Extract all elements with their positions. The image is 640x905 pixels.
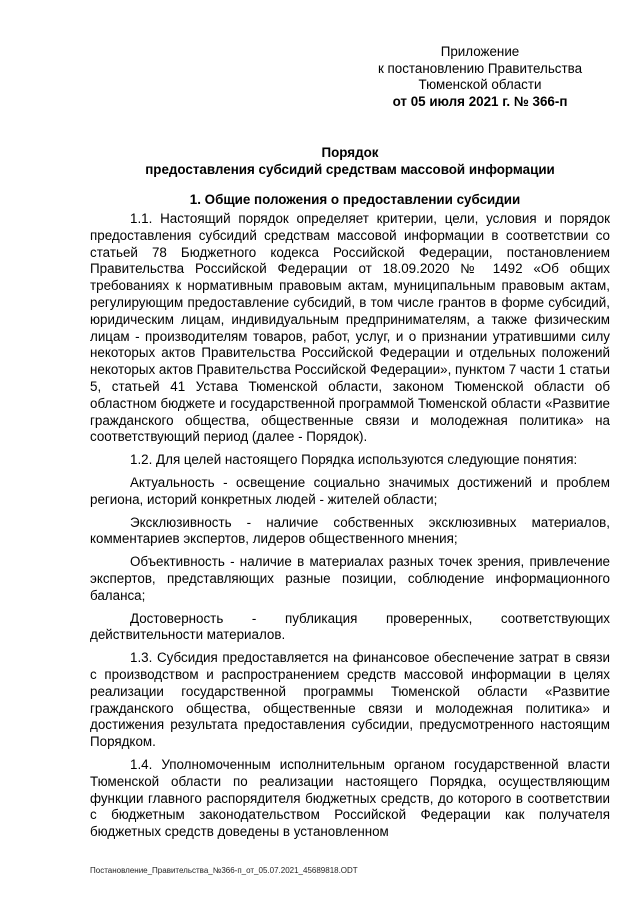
appendix-line-2: к постановлению Правительства <box>377 60 583 76</box>
appendix-block <box>360 44 600 110</box>
definition-exclusivity: Эксклюзивность - наличие собственных эксклюзивных материалов, комментариев экспертов, лидеров общественного мнения; <box>90 514 610 547</box>
document-title <box>90 145 610 178</box>
appendix-line-1: Приложение <box>440 44 520 59</box>
definition-objectivity: Объективность - наличие в материалах разных точек зрения, привлечение экспертов, представляющих разные позиции, соблюдение информационного баланса; <box>90 554 610 603</box>
appendix-date-number: от 05 июля 2021 г. № 366-п <box>392 93 568 109</box>
paragraph-1-3: 1.3. Субсидия предоставляется на финансовое обеспечение затрат в связи с производством и распространением средств массовой информации в целях реализации государственной программы Тюменской области «Развитие гражданского общества, общественные связи и молодежная политика» и достижения результата предоставления субсидии, предусмотренного настоящим Порядком. <box>90 650 610 750</box>
footer-filename: Постановление_Правительства_№366-п_от_05.07.2021_45689818.ODT <box>90 866 358 875</box>
definition-reliability: Достоверность - публикация проверенных, соответствующих действительности материалов. <box>90 610 610 643</box>
paragraph-1-2: 1.2. Для целей настоящего Порядка используются следующие понятия: <box>130 452 578 468</box>
definition-actuality: Актуальность - освещение социально значимых достижений и проблем региона, историй конкретных людей - жителей области; <box>90 474 610 507</box>
appendix-line-3: Тюменской области <box>418 77 542 92</box>
paragraph-1-1: 1.1. Настоящий порядок определяет критерии, цели, условия и порядок предоставления субсидий средствам массовой информации в соответствии со статьей 78 Бюджетного кодекса Российской Федерации, постановлением Правительства Российской Федерации от 18.09.2020 № 1492 «Об общих требованиях к нормативным правовым актам, муниципальным правовым актам, регулирующим предоставление субсидий, в том числе грантов в форме субсидий, юридическим лицам, индивидуальным предпринимателям, а также физическим лицам - производителям товаров, работ, услуг, и о признании утратившими силу некоторых актов Правительства Российской Федерации и отдельных положений некоторых актов Правительства Российской Федерации», пунктом 7 части 1 статьи 5, статьей 41 Устава Тюменской области, законом Тюменской области об областном бюджете и государственной программой Тюменской области «Развитие гражданского общества, общественные связи и молодежная политика» на соответствующий период (далее - Порядок). <box>90 211 610 445</box>
title-line-2: предоставления субсидий средствам массовой информации <box>145 161 555 177</box>
document-body <box>90 211 610 841</box>
title-line-1: Порядок <box>321 145 379 160</box>
section-1-heading: 1. Общие положения о предоставлении субсидии <box>189 192 521 207</box>
paragraph-1-4: 1.4. Уполномоченным исполнительным органом государственной власти Тюменской области по реализации настоящего Порядка, осуществляющим функции главного распорядителя бюджетных средств, до которого в соответствии с бюджетным законодательством Российской Федерации как получателя бюджетных средств доведены в установленном <box>90 756 610 840</box>
